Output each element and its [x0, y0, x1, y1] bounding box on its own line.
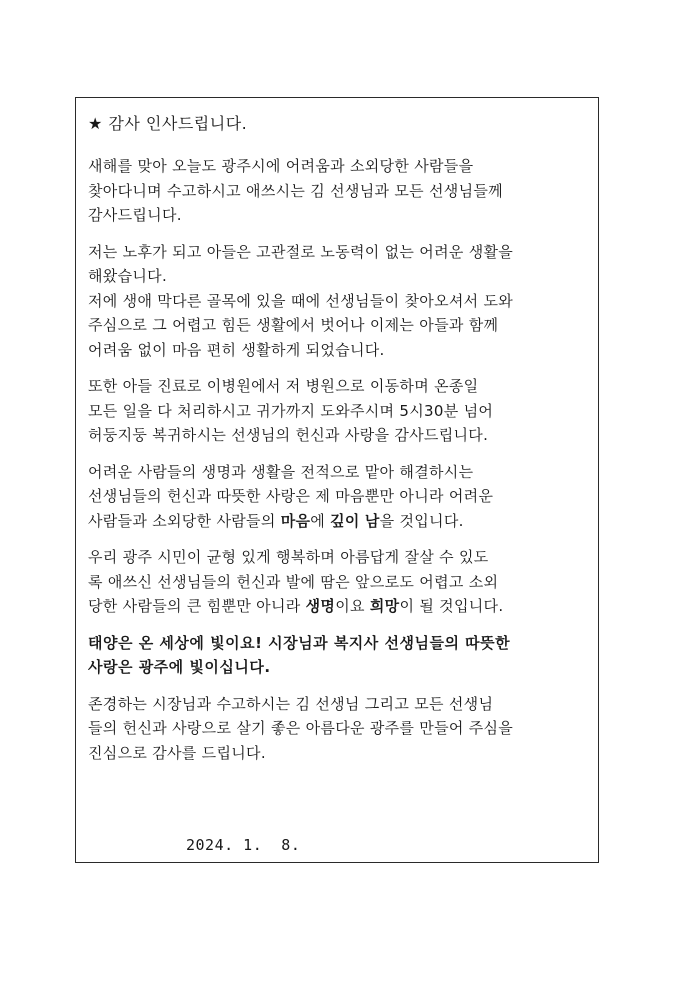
- paragraph-greeting: [88, 154, 593, 228]
- text-line: 존경하는 시장님과 수고하시는 김 선생님 그리고 모든 선생님: [88, 694, 494, 713]
- paragraph-closing: [88, 692, 593, 766]
- text-line: 해왔습니다.: [88, 267, 168, 285]
- text-line: 모든 일을 다 처리하시고 귀가까지 도와주시며 5시30분 넘어: [88, 401, 494, 420]
- paragraph-citizens: [88, 545, 593, 619]
- text-line: 어려움 없이 마음 편히 생활하게 되었습니다.: [88, 340, 385, 359]
- text-line: 저는 노후가 되고 아들은 고관절로 노동력이 없는 어려운 생활을: [88, 242, 514, 261]
- text-line: [88, 509, 593, 534]
- emphasis-text: 남: [364, 511, 380, 530]
- paragraph-hospital: [88, 374, 593, 448]
- text-line: 또한 아들 진료로 이병원에서 저 병원으로 이동하며 온종일: [88, 377, 479, 395]
- letter-heading: ★ 감사 인사드립니다.: [88, 114, 248, 133]
- text-segment: 이 될 것입니다.: [399, 597, 504, 615]
- text-line: [88, 594, 593, 619]
- text-line: 들의 헌신과 사랑으로 살기 좋은 아름다운 광주를 만들어 주심을: [88, 719, 514, 737]
- text-line: 진심으로 감사를 드립니다.: [88, 743, 266, 762]
- paragraph-dedication: [88, 460, 593, 534]
- text-segment: 이요: [335, 597, 370, 615]
- text-line: 찾아다니며 수고하시고 애쓰시는 김 선생님과 모든 선생님들께: [88, 181, 503, 200]
- text-line: 어려운 사람들의 생명과 생활을 전적으로 맡아 해결하시는: [88, 462, 474, 481]
- text-line: 저에 생애 막다른 골목에 있을 때에 선생님들이 찾아오셔서 도와: [88, 291, 514, 310]
- text-line: 새해를 맞아 오늘도 광주시에 어려움과 소외당한 사람들을: [88, 157, 474, 175]
- paragraph-sunlight: [88, 631, 593, 680]
- emphasis-text: 희망: [369, 597, 400, 615]
- letter-date: 2024. 1. 8.: [186, 836, 301, 854]
- text-line: 록 애쓰신 선생님들의 헌신과 발에 땀은 앞으로도 어렵고 소외: [88, 572, 499, 591]
- text-segment: 당한 사람들의 큰 힘뿐만 아니라: [88, 597, 306, 615]
- text-line: 주심으로 그 어렵고 힘든 생활에서 벗어나 이제는 아들과 함께: [88, 316, 499, 334]
- text-line: 선생님들의 헌신과 따뜻한 사랑은 제 마음뿐만 아니라 어려운: [88, 487, 494, 505]
- text-line: 태양은 온 세상에 빛이요! 시장님과 복지사 선생님들의 따뜻한: [88, 633, 511, 652]
- paragraph-situation: [88, 240, 593, 363]
- text-line: 감사드립니다.: [88, 206, 182, 224]
- text-line: 허둥지둥 복귀하시는 선생님의 헌신과 사랑을 감사드립니다.: [88, 426, 489, 444]
- emphasis-text: 생명: [305, 597, 336, 615]
- text-segment: 에: [310, 511, 331, 530]
- text-segment: 을 것입니다.: [379, 511, 464, 530]
- text-line: 사랑은 광주에 빛이십니다.: [88, 658, 271, 676]
- text-line: 우리 광주 시민이 균형 있게 행복하며 아름답게 잘살 수 있도: [88, 548, 489, 566]
- text-segment: 사람들과 소외당한 사람들의: [88, 511, 281, 530]
- emphasis-text: 깊이: [330, 511, 360, 530]
- letter-body: [88, 112, 593, 777]
- emphasis-text: 마음: [280, 511, 311, 530]
